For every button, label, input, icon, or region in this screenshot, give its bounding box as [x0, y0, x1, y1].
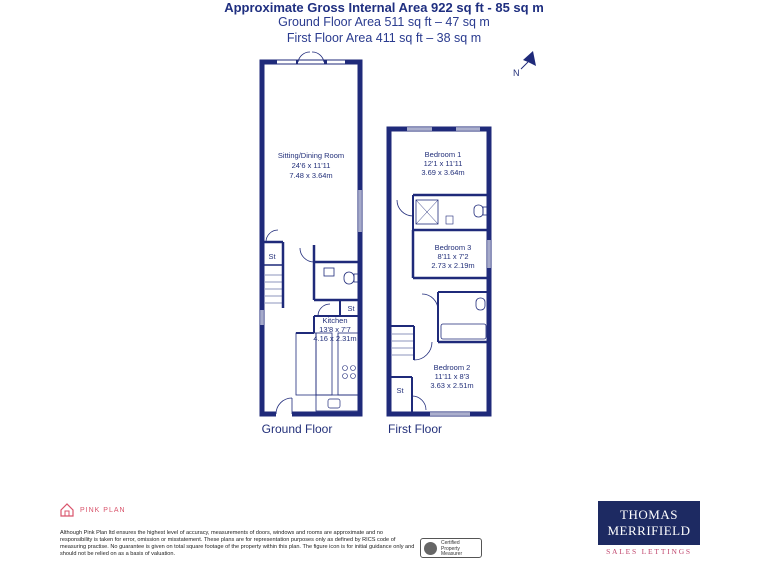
room-metric-sitting-dining: 7.48 x 3.64m [289, 171, 333, 180]
gross-area-title: Approximate Gross Internal Area 922 sq ft - 85 sq m [224, 0, 544, 15]
room-name-bedroom-2: Bedroom 2 [433, 363, 471, 372]
room-imperial-bedroom-1: 12'1 x 11'11 [423, 159, 463, 168]
store-label: St [268, 252, 276, 261]
house-logo-icon [60, 503, 74, 517]
room-metric-bedroom-1: 3.69 x 3.64m [421, 168, 465, 177]
room-metric-kitchen: 4.16 x 2.31m [313, 334, 357, 343]
rics-line: Measurer [441, 551, 463, 557]
room-metric-bedroom-3: 2.73 x 2.19m [431, 261, 475, 270]
rics-logo-icon [424, 542, 437, 555]
store-label: St [396, 386, 404, 395]
agent-logo [598, 501, 700, 545]
agent-name-line2: MERRIFIELD [607, 523, 691, 538]
first-floor-area: First Floor Area 411 sq ft – 38 sq m [286, 31, 482, 45]
rics-line: Certified [441, 540, 460, 546]
disclaimer-text: Although Pink Plan ltd ensures the highest level of accuracy, measurements of doors, windows and rooms are approximate and no responsibility is taken for error, omission or misstatement. These plans are for representation purposes only as defined by RICS code of measuring practise. No guarantee is given on total square footage of the property within this plan. The figure icon is for initial guidance only and should not be relied on as a basis of valuation. [60, 530, 415, 557]
first-floor-label: First Floor [388, 422, 442, 436]
room-name-sitting-dining: Sitting/Dining Room [277, 151, 345, 160]
room-imperial-bedroom-2: 11'11 x 8'3 [434, 372, 470, 381]
room-metric-bedroom-2: 3.63 x 2.51m [430, 381, 474, 390]
store-label: St [347, 304, 355, 313]
ground-floor-label: Ground Floor [261, 422, 333, 436]
room-name-bedroom-3: Bedroom 3 [434, 243, 472, 252]
room-name-bedroom-1: Bedroom 1 [424, 150, 462, 159]
ground-floor-area: Ground Floor Area 511 sq ft – 47 sq m [278, 15, 490, 29]
room-imperial-kitchen: 13'8 x 7'7 [319, 325, 351, 334]
room-name-kitchen: Kitchen [322, 316, 348, 325]
agent-name-line1: THOMAS [620, 507, 678, 522]
compass-north-label: N [513, 68, 520, 78]
rics-line: Property [441, 545, 460, 552]
room-imperial-bedroom-3: 8'11 x 7'2 [437, 252, 469, 261]
ground-floor-labels [262, 151, 357, 436]
ground-floor-walls [262, 52, 360, 414]
room-imperial-sitting-dining: 24'6 x 11'11 [291, 161, 331, 170]
rics-badge [420, 538, 482, 558]
compass-icon [521, 51, 536, 69]
pink-plan-brand [60, 503, 126, 517]
pink-plan-label: PINK PLAN [80, 506, 126, 514]
agent-services: SALES LETTINGS [606, 547, 692, 556]
